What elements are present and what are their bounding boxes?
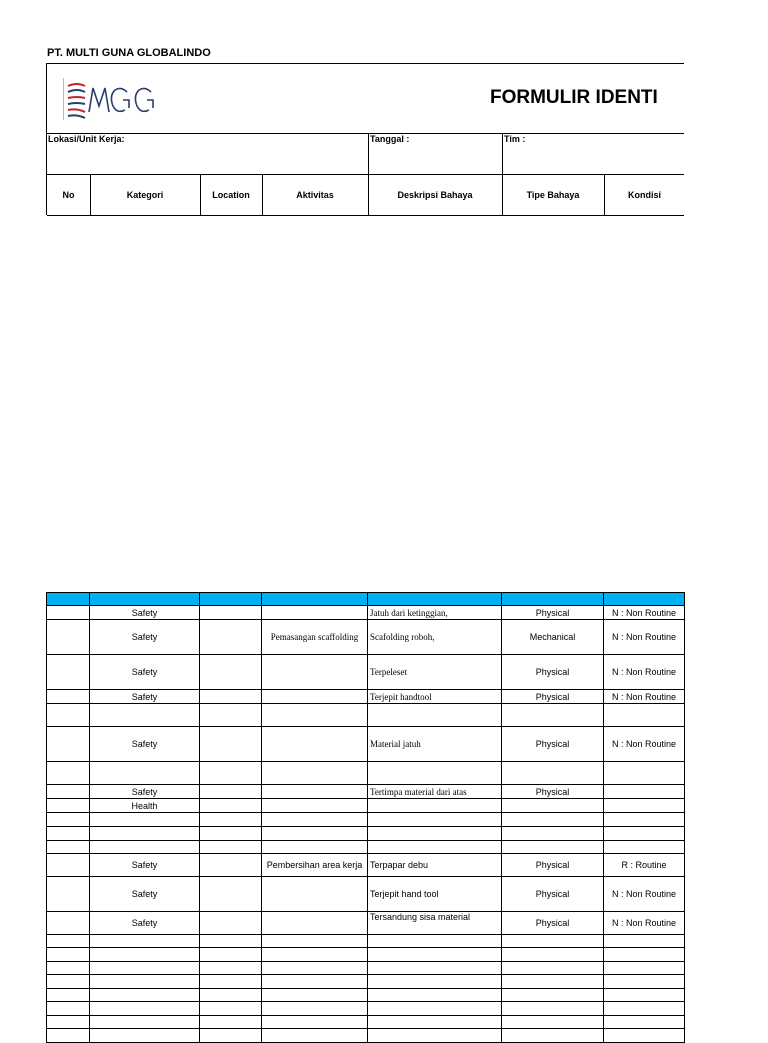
cell-no [47, 1016, 90, 1029]
cell-aktivitas [262, 989, 368, 1002]
cell-kategori: Safety [90, 912, 200, 935]
cell-no [47, 785, 90, 799]
cell-aktivitas [262, 690, 368, 704]
cell-tipe: Physical [502, 854, 604, 877]
cell-location [200, 655, 262, 690]
cell-aktivitas [262, 935, 368, 948]
cell-deskripsi: Tertimpa material dari atas [368, 785, 502, 799]
cell-kondisi: N : Non Routine [604, 727, 685, 762]
cell-location [200, 912, 262, 935]
cell-tipe [502, 989, 604, 1002]
cell-location [200, 690, 262, 704]
cell-aktivitas [262, 704, 368, 727]
table-row [47, 704, 685, 727]
cell-aktivitas [262, 912, 368, 935]
cell-kondisi [604, 785, 685, 799]
cell-aktivitas [262, 877, 368, 912]
cell-no [47, 762, 90, 785]
cell-kondisi: N : Non Routine [604, 877, 685, 912]
cell-kondisi [604, 989, 685, 1002]
cell-location [200, 1029, 262, 1043]
cell-location [200, 962, 262, 975]
cell-kategori [90, 989, 200, 1002]
cell-kategori [90, 813, 200, 827]
form-header [46, 63, 684, 215]
table-row [47, 854, 685, 877]
column-header-deskripsi: Deskripsi Bahaya [397, 190, 473, 200]
cell-no [47, 935, 90, 948]
cell-no [47, 827, 90, 841]
cell-kategori [90, 1002, 200, 1016]
cell-aktivitas [262, 813, 368, 827]
table-row [47, 1016, 685, 1029]
cell-tipe [502, 1002, 604, 1016]
cell-location [200, 620, 262, 655]
cell-no [47, 912, 90, 935]
cell-kondisi [604, 799, 685, 813]
cell-location [200, 877, 262, 912]
cell-deskripsi [368, 948, 502, 962]
cell-location [200, 813, 262, 827]
cell-aktivitas [262, 785, 368, 799]
cell-deskripsi: Terjepit handtool [368, 690, 502, 704]
cell-aktivitas [262, 1016, 368, 1029]
divider [47, 133, 684, 134]
cell-aktivitas [262, 948, 368, 962]
cell-deskripsi: Terpapar debu [368, 854, 502, 877]
cell-no [47, 962, 90, 975]
cell-kategori: Safety [90, 877, 200, 912]
cell-no [47, 655, 90, 690]
cell-kategori [90, 827, 200, 841]
cell-no [47, 1029, 90, 1043]
cell-kondisi [604, 704, 685, 727]
cell-tipe: Physical [502, 727, 604, 762]
cell-no [47, 948, 90, 962]
cell-kategori: Safety [90, 690, 200, 704]
cell-tipe: Physical [502, 690, 604, 704]
cell-aktivitas [262, 962, 368, 975]
cell-location [200, 989, 262, 1002]
cell-no [47, 690, 90, 704]
cell-tipe [502, 593, 604, 606]
form-title: FORMULIR IDENTI [490, 87, 658, 108]
cell-aktivitas [262, 727, 368, 762]
cell-tipe: Physical [502, 912, 604, 935]
cell-kategori [90, 975, 200, 989]
cell-location [200, 762, 262, 785]
cell-kondisi [604, 1029, 685, 1043]
cell-deskripsi: Material jatuh [368, 727, 502, 762]
cell-kondisi [604, 948, 685, 962]
table-row [47, 785, 685, 799]
cell-deskripsi [368, 593, 502, 606]
table-row [47, 912, 685, 935]
cell-location [200, 704, 262, 727]
cell-aktivitas [262, 1029, 368, 1043]
cell-kategori [90, 593, 200, 606]
divider [502, 133, 503, 174]
cell-location [200, 841, 262, 854]
cell-kondisi [604, 827, 685, 841]
cell-kategori: Safety [90, 785, 200, 799]
hazard-table [46, 592, 685, 1043]
cell-tipe: Physical [502, 655, 604, 690]
cell-aktivitas [262, 606, 368, 620]
cell-tipe [502, 799, 604, 813]
cell-kategori: Safety [90, 620, 200, 655]
cell-deskripsi [368, 813, 502, 827]
cell-location [200, 606, 262, 620]
table-row [47, 841, 685, 854]
cell-kategori [90, 1016, 200, 1029]
cell-location [200, 727, 262, 762]
cell-kondisi [604, 1016, 685, 1029]
table-row [47, 1029, 685, 1043]
lokasi-label: Lokasi/Unit Kerja: [48, 134, 125, 144]
cell-no [47, 593, 90, 606]
cell-deskripsi [368, 935, 502, 948]
cell-location [200, 799, 262, 813]
tanggal-label: Tanggal : [370, 134, 410, 144]
cell-kategori [90, 762, 200, 785]
cell-kondisi: N : Non Routine [604, 690, 685, 704]
cell-deskripsi [368, 962, 502, 975]
cell-aktivitas [262, 799, 368, 813]
cell-tipe [502, 962, 604, 975]
cell-deskripsi [368, 704, 502, 727]
cell-kondisi: N : Non Routine [604, 606, 685, 620]
cell-kategori: Safety [90, 854, 200, 877]
cell-deskripsi [368, 799, 502, 813]
cell-deskripsi: Scafolding roboh, [368, 620, 502, 655]
table-row [47, 606, 685, 620]
cell-tipe [502, 975, 604, 989]
cell-deskripsi [368, 1029, 502, 1043]
table-row [47, 813, 685, 827]
cell-no [47, 813, 90, 827]
table-row [47, 655, 685, 690]
table-header-band [47, 593, 685, 606]
cell-kategori: Health [90, 799, 200, 813]
cell-location [200, 785, 262, 799]
cell-kategori [90, 935, 200, 948]
cell-tipe [502, 935, 604, 948]
cell-aktivitas [262, 827, 368, 841]
cell-no [47, 877, 90, 912]
cell-kondisi [604, 841, 685, 854]
cell-kondisi [604, 762, 685, 785]
cell-tipe: Physical [502, 785, 604, 799]
mgg-logo-icon [63, 78, 158, 120]
cell-tipe: Mechanical [502, 620, 604, 655]
table-row [47, 799, 685, 813]
cell-kondisi [604, 1002, 685, 1016]
cell-deskripsi [368, 1002, 502, 1016]
table-row [47, 989, 685, 1002]
cell-aktivitas [262, 593, 368, 606]
cell-aktivitas [262, 655, 368, 690]
cell-tipe [502, 1016, 604, 1029]
cell-no [47, 620, 90, 655]
company-name: PT. MULTI GUNA GLOBALINDO [47, 47, 211, 59]
cell-location [200, 948, 262, 962]
cell-tipe [502, 813, 604, 827]
cell-kondisi [604, 975, 685, 989]
cell-tipe [502, 841, 604, 854]
column-header-location: Location [212, 190, 250, 200]
cell-location [200, 593, 262, 606]
cell-location [200, 935, 262, 948]
cell-location [200, 827, 262, 841]
column-header-no: No [62, 190, 75, 200]
cell-kategori [90, 948, 200, 962]
column-header-kondisi: Kondisi [628, 190, 661, 200]
cell-tipe [502, 704, 604, 727]
cell-kategori: Safety [90, 606, 200, 620]
cell-location [200, 975, 262, 989]
cell-tipe: Physical [502, 877, 604, 912]
cell-kategori: Safety [90, 727, 200, 762]
cell-deskripsi: Tersandung sisa material [368, 912, 502, 935]
table-row [47, 762, 685, 785]
cell-location [200, 854, 262, 877]
cell-deskripsi: Jatuh dari ketinggian, [368, 606, 502, 620]
cell-deskripsi [368, 762, 502, 785]
cell-kondisi [604, 813, 685, 827]
cell-location [200, 1002, 262, 1016]
cell-aktivitas [262, 841, 368, 854]
cell-tipe [502, 948, 604, 962]
cell-aktivitas [262, 975, 368, 989]
cell-deskripsi [368, 841, 502, 854]
cell-aktivitas [262, 1002, 368, 1016]
table-row [47, 727, 685, 762]
cell-aktivitas: Pembersihan area kerja [262, 854, 368, 877]
cell-kondisi: N : Non Routine [604, 620, 685, 655]
table-row [47, 877, 685, 912]
cell-no [47, 606, 90, 620]
cell-kondisi [604, 962, 685, 975]
cell-kondisi: N : Non Routine [604, 912, 685, 935]
cell-tipe [502, 762, 604, 785]
table-row [47, 827, 685, 841]
cell-deskripsi [368, 975, 502, 989]
cell-tipe [502, 827, 604, 841]
cell-aktivitas: Pemasangan scaffolding [262, 620, 368, 655]
table-row [47, 948, 685, 962]
cell-deskripsi: Terjepit hand tool [368, 877, 502, 912]
cell-no [47, 841, 90, 854]
cell-kategori: Safety [90, 655, 200, 690]
cell-kondisi [604, 593, 685, 606]
table-row [47, 962, 685, 975]
table-row [47, 975, 685, 989]
cell-no [47, 1002, 90, 1016]
cell-location [200, 1016, 262, 1029]
column-header-aktivitas: Aktivitas [296, 190, 334, 200]
cell-tipe [502, 1029, 604, 1043]
cell-deskripsi [368, 827, 502, 841]
cell-kategori [90, 1029, 200, 1043]
cell-deskripsi [368, 1016, 502, 1029]
cell-no [47, 975, 90, 989]
column-header-kategori: Kategori [126, 190, 164, 200]
cell-no [47, 799, 90, 813]
table-row [47, 1002, 685, 1016]
table-row [47, 620, 685, 655]
cell-kategori [90, 841, 200, 854]
cell-deskripsi: Terpeleset [368, 655, 502, 690]
cell-no [47, 989, 90, 1002]
cell-tipe: Physical [502, 606, 604, 620]
cell-kategori [90, 962, 200, 975]
cell-kondisi: N : Non Routine [604, 655, 685, 690]
cell-kondisi: R : Routine [604, 854, 685, 877]
cell-kategori [90, 704, 200, 727]
column-header-tipe: Tipe Bahaya [526, 190, 580, 200]
cell-no [47, 704, 90, 727]
tim-label: Tim : [504, 134, 526, 144]
cell-no [47, 727, 90, 762]
cell-no [47, 854, 90, 877]
divider [368, 133, 369, 174]
cell-aktivitas [262, 762, 368, 785]
cell-kondisi [604, 935, 685, 948]
table-row [47, 690, 685, 704]
table-row [47, 935, 685, 948]
company-logo [63, 78, 158, 120]
cell-deskripsi [368, 989, 502, 1002]
